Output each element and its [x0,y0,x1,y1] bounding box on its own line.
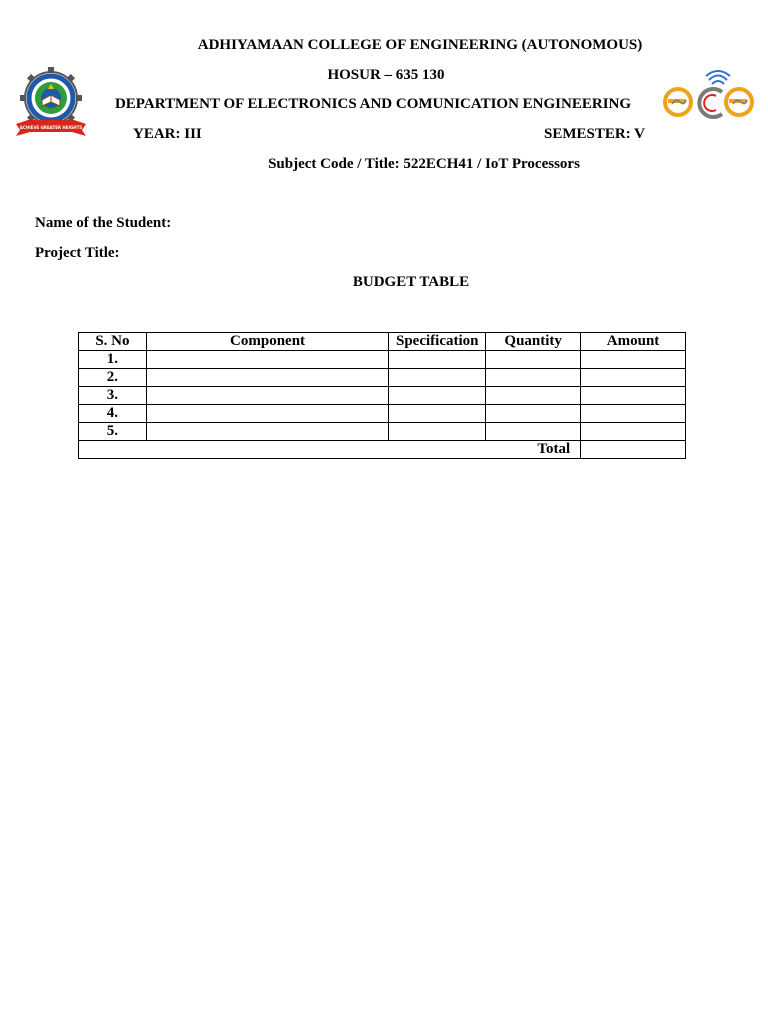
college-location: HOSUR – 635 130 [327,67,445,83]
subject-line: Subject Code / Title: 522ECH41 / IoT Processors [268,156,580,172]
column-header-quantity: Quantity [486,333,581,351]
sno-cell: 4. [79,405,147,423]
column-header-component: Component [146,333,388,351]
amount-cell[interactable] [581,369,686,387]
table-row [79,369,686,387]
component-cell[interactable] [146,387,388,405]
project-title-label: Project Title: [35,245,120,261]
specification-cell[interactable] [389,351,486,369]
sno-cell: 1. [79,351,147,369]
specification-cell[interactable] [389,405,486,423]
table-row [79,423,686,441]
department-name: DEPARTMENT OF ELECTRONICS AND COMUNICATION ENGINEERING [114,96,632,112]
quantity-cell[interactable] [486,369,581,387]
quantity-cell[interactable] [486,387,581,405]
emblem-motto: ACHIEVE GREATER HEIGHTS [19,125,83,130]
student-name-label: Name of the Student: [35,215,172,231]
column-header-amount: Amount [581,333,686,351]
total-label: Total [79,441,581,459]
specification-cell[interactable] [389,387,486,405]
budget-table-title: BUDGET TABLE [352,274,470,290]
total-row [79,441,686,459]
year-label: YEAR: III [133,126,202,142]
sno-cell: 3. [79,387,147,405]
total-amount-cell[interactable] [581,441,686,459]
component-cell[interactable] [146,423,388,441]
table-row [79,405,686,423]
quantity-cell[interactable] [486,351,581,369]
component-cell[interactable] [146,405,388,423]
college-name: ADHIYAMAAN COLLEGE OF ENGINEERING (AUTONOMOUS) [197,37,643,53]
sno-cell: 5. [79,423,147,441]
quantity-cell[interactable] [486,405,581,423]
component-cell[interactable] [146,369,388,387]
amount-cell[interactable] [581,405,686,423]
specification-cell[interactable] [389,423,486,441]
amount-cell[interactable] [581,423,686,441]
ece-department-logo [660,70,756,120]
column-header-specification: Specification [389,333,486,351]
table-row [79,351,686,369]
component-cell[interactable] [146,351,388,369]
table-row [79,387,686,405]
specification-cell[interactable] [389,369,486,387]
column-header-sno: S. No [79,333,147,351]
college-emblem-logo [12,64,90,140]
budget-table [78,332,686,459]
table-header-row [79,333,686,351]
amount-cell[interactable] [581,351,686,369]
semester-label: SEMESTER: V [544,126,646,142]
amount-cell[interactable] [581,387,686,405]
sno-cell: 2. [79,369,147,387]
quantity-cell[interactable] [486,423,581,441]
